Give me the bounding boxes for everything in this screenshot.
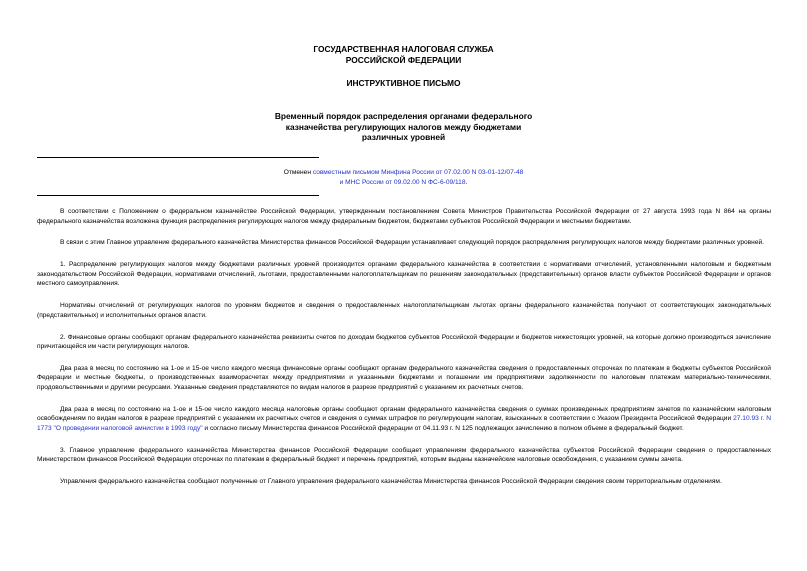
title-line-1: Временный порядок распределения органами федерального	[274, 111, 533, 121]
title-line-2: казначейства регулирующих налогов между бюджетами	[285, 121, 522, 132]
decree-1773-link[interactable]: 27.10.93 г. N 1773 "О проведении налоговой амнистии в 1993 году"	[37, 415, 771, 433]
mns-letter-link[interactable]: и МНС России от 09.02.00 N ФС-6-09/118	[339, 178, 466, 186]
annulment-note	[0, 168, 807, 187]
issuer-name	[0, 44, 807, 65]
document-title	[0, 111, 807, 143]
paragraph-deferrals: Два раза в месяц по состоянию на 1-ое и 15-ое число каждого месяца финансовые органы сообщают органам федерального казначейства сведения о предоставленных отсрочках по платежам в бюджеты субъектов Российской Федерации и местные бюджеты, о производственных взаиморасчетах между предприятиями и указанными бюджетами и погашении им предприятиями задолженности по налоговым платежам материально-техническими, продовольственными и другими ресурсами. Указанные сведения представляются по видам налогов в разрезе предприятий с указанием их расчетных счетов.	[37, 364, 771, 392]
minfin-letter-link[interactable]: совместным письмом Минфина России от 07.02.00 N 03-01-12/07-48	[312, 169, 524, 176]
paragraph-3: 3. Главное управление федерального казначейства Министерства финансов Российской Федерации сообщает управлениям федерального казначейства субъектов Российской Федерации сведения о предоставленных Министерством финансов Российской Федерации отсрочках по платежам в федеральный бюджет и перечень предприятий, которым выданы казначейские налоговые освобождения, с указанием суммы зачета.	[37, 446, 771, 464]
paragraph-tax-offsets	[37, 405, 771, 434]
issuer-line-2: РОССИЙСКОЙ ФЕДЕРАЦИИ	[345, 54, 462, 65]
divider-top	[37, 157, 319, 158]
paragraph-1: 1. Распределение регулирующих налогов между бюджетами различных уровней производится органами федерального казначейства в соответствии с нормативами отчислений, установленными налоговым и бюджетным законодательством Российской Федерации, нормативами отчислений, льготами, предоставленными налогоплательщикам по решениям законодательных (представительных) органов власти субъектов Российской Федерации и органов местного самоуправления.	[37, 261, 771, 288]
tax-offsets-text-end: и согласно письму Министерства финансов Российской федерации от 04.11.93 г. N 125 подлежащих зачислению в полном объеме в федеральный бюджет.	[202, 425, 684, 433]
document-body	[37, 207, 771, 499]
divider-bottom	[37, 195, 319, 196]
tax-offsets-text: Два раза в месяц по состоянию на 1-ое и 15-ое число каждого месяца налоговые органы сообщают органам федерального казначейства сведения о суммах произведенных предприятиям зачетов по казначейским налоговым освобождениям по видам налогов в разрезе предприятий с указанием их расчетных счетов и сведения о суммах штрафов по регулирующим налогам, взысканных в соответствии с Указом Президента Российской Федерации	[37, 405, 771, 423]
document-type: ИНСТРУКТИВНОЕ ПИСЬМО	[346, 78, 461, 88]
paragraph-territorial: Управления федерального казначейства сообщают полученные от Главного управления федерального казначейства Министерства финансов Российской Федерации сведения своим территориальным отделениям.	[60, 478, 722, 486]
title-line-3: различных уровней	[361, 132, 446, 142]
annulment-suffix: .	[465, 178, 468, 186]
annulment-prefix: Отменен	[283, 169, 313, 176]
paragraph-norms: Нормативы отчислений от регулирующих налогов по уровням бюджетов и сведения о предоставленных налогоплательщикам льготах органы федерального казначейства получают от соответствующих законодательных (представительных) и исполнительных органов власти.	[37, 302, 771, 319]
paragraph-2: 2. Финансовые органы сообщают органам федерального казначейства реквизиты счетов по доходам бюджетов субъектов Российской Федерации и бюджетов нижестоящих уровней, на которые должно производиться зачисление причитающейся им части регулирующих налогов.	[37, 333, 771, 351]
paragraph-intro: В соответствии с Положением о федеральном казначействе Российской Федерации, утвержденным постановлением Совета Министров Правительства Российской Федерации от 27 августа 1993 года N 864 на органы федерального казначейства возложена функция распределения регулирующих налогов между федеральным бюджетом, бюджетами субъектов Российской Федерации и местными бюджетами.	[37, 208, 771, 225]
issuer-line-1: ГОСУДАРСТВЕННАЯ НАЛОГОВАЯ СЛУЖБА	[313, 44, 494, 54]
paragraph-procedure: В связи с этим Главное управление федерального казначейства Министерства финансов Российской Федерации устанавливает следующий порядок распределения регулирующих налогов между бюджетами различных уровней.	[60, 239, 765, 247]
